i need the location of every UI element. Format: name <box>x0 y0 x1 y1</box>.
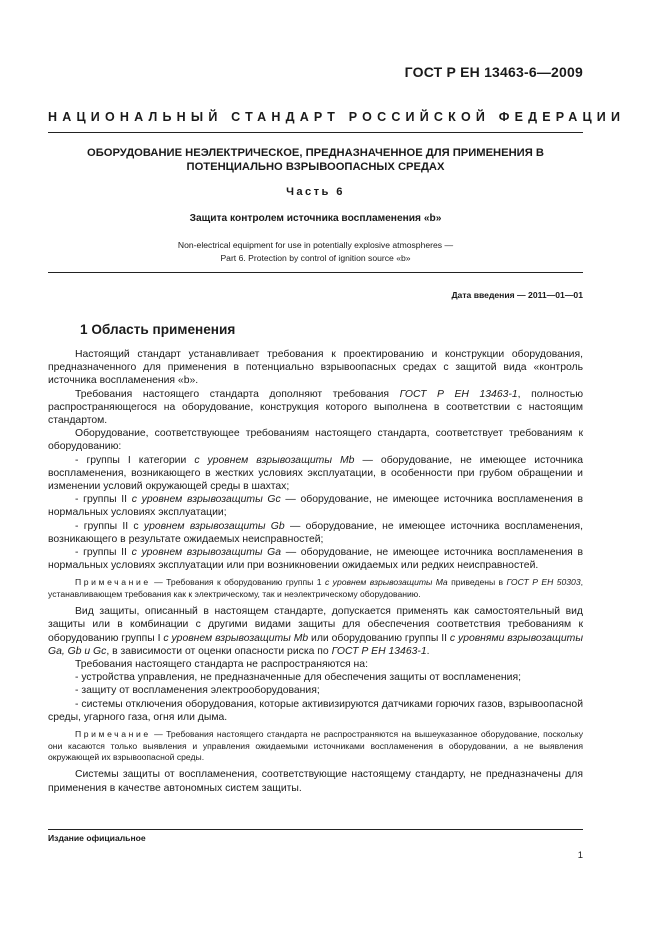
title-divider <box>48 272 583 273</box>
text: - группы II <box>75 547 132 559</box>
list-item: - системы отключения оборудования, которые активизируются датчиками горючих газов, взрывоопасной среды, угарного газа, огня или дыма. <box>48 698 583 723</box>
protection-level: с уровнем взрывозащиты Ga <box>131 547 282 559</box>
text: — оборудование, не имеющее источника воспламенения в нормальных условиях эксплуатации; <box>48 494 583 519</box>
protection-level: с уровнем взрывозащиты Gc <box>131 494 281 506</box>
text: , устанавливающем требования как к электрическому, так и неэлектрическому оборудованию. <box>48 577 583 599</box>
text: приведены в <box>447 577 507 588</box>
list-item <box>48 454 583 494</box>
standard-reference: ГОСТ Р ЕН 13463-1 <box>399 388 518 400</box>
section-heading: 1 Область применения <box>80 322 236 337</box>
paragraph-6: Системы защиты от воспламенения, соответствующие настоящему стандарту, не предназначены для применения в качестве автономных систем защиты. <box>48 769 583 794</box>
note-label: Примечание <box>75 729 151 740</box>
protection-level: с уровнями взрывозащиты Ga, Gb и Gc <box>48 632 583 657</box>
paragraph-5: Требования настоящего стандарта не распространяются на: <box>75 659 368 671</box>
text: — оборудование, не имеющее источника воспламенения, возникающего в результате ожидаемых неисправностей; <box>48 520 583 545</box>
part-title: Защита контролем источника воспламенения «b» <box>189 213 442 224</box>
text: — оборудование, не имеющее источника воспламенения в нормальных условиях эксплуатации или при возникновении ожидаемых или редких неисправностей. <box>48 547 583 572</box>
text: - группы II с <box>75 520 144 532</box>
english-title <box>48 239 583 264</box>
paragraph-4 <box>48 605 583 658</box>
protection-level: с уровнем взрывозащиты Mb <box>163 632 309 644</box>
list-item <box>48 546 583 572</box>
standard-number: ГОСТ Р ЕН 13463-6—2009 <box>404 64 583 80</box>
english-title-line-2: Part 6. Protection by control of ignition source «b» <box>220 252 411 263</box>
paragraph-2 <box>48 388 583 428</box>
text: , полностью распространяющегося на оборудование, конструкция которого выполнена в соответствии с настоящим стандартом. <box>48 388 583 427</box>
document-title-line-2: ПОТЕНЦИАЛЬНО ВЗРЫВООПАСНЫХ СРЕДАХ <box>186 161 445 173</box>
section-body <box>48 348 583 795</box>
text: — Требования к оборудованию группы 1 <box>150 577 325 588</box>
document-title <box>70 146 561 174</box>
edition-label: Издание официальное <box>48 833 146 843</box>
note-label: Примечание <box>75 577 151 588</box>
standard-reference: ГОСТ Р ЕН 13463-1 <box>331 645 427 657</box>
text: - группы II <box>75 494 132 506</box>
protection-level: уровнем взрывозащиты Gb <box>143 520 285 532</box>
introduction-date: Дата введения — 2011—01—01 <box>451 290 583 300</box>
protection-level: с уровнем взрывозащиты Mb <box>194 454 355 466</box>
text: Требования настоящего стандарта дополняют требования <box>75 388 400 400</box>
text: - группы I категории <box>75 454 195 466</box>
protection-level: с уровнем взрывозащиты Ma <box>324 577 448 588</box>
note-1 <box>48 577 583 600</box>
paragraph-3: Оборудование, соответствующее требованиям настоящего стандарта, соответствует требованиям к оборудованию: <box>48 428 583 453</box>
list-item <box>48 520 583 546</box>
text: — Требования настоящего стандарта не распространяются на вышеуказанное оборудование, поскольку они касаются только выявления и управления ожидаемыми источниками воспламенения в оборудовании, а не выявления окружающей их взрывоопасной среды. <box>48 729 583 762</box>
note-2 <box>48 729 583 763</box>
page-number: 1 <box>577 850 583 861</box>
document-title-line-1: ОБОРУДОВАНИЕ НЕЭЛЕКТРИЧЕСКОЕ, ПРЕДНАЗНАЧЕННОЕ ДЛЯ ПРИМЕНЕНИЯ В <box>87 147 544 159</box>
list-item <box>48 493 583 519</box>
footer-divider <box>48 829 583 830</box>
list-item: - защиту от воспламенения электрооборудования; <box>75 685 320 697</box>
list-item: - устройства управления, не предназначенные для обеспечения защиты от воспламенения; <box>75 672 521 684</box>
text: или оборудованию группы II <box>308 632 450 644</box>
top-divider <box>48 132 583 133</box>
paragraph-1: Настоящий стандарт устанавливает требования к проектированию и конструкции оборудования, предназначенного для применения в потенциально взрывоопасных средах с защитой вида «контроль источника воспламенения «b». <box>48 349 583 387</box>
text: . <box>426 645 430 657</box>
text: Вид защиты, описанный в настоящем стандарте, допускается применять как самостоятельный вид защиты или в комбинации с другими видами защиты для обеспечения соответствия требованиям к оборудованию группы I <box>48 606 583 644</box>
english-title-line-1: Non-electrical equipment for use in potentially explosive atmospheres — <box>177 240 454 250</box>
part-label: Часть 6 <box>286 186 345 198</box>
text: — оборудование, не имеющее источника воспламенения, возникающего в жестких условиях эксплуатации, в особенности при грубом обращении и изменении условий окружающей среды в шахтах; <box>48 454 583 493</box>
standard-reference: ГОСТ Р ЕН 50303 <box>506 577 581 588</box>
national-standard-banner: НАЦИОНАЛЬНЫЙ СТАНДАРТ РОССИЙСКОЙ ФЕДЕРАЦИИ <box>48 110 626 124</box>
text: , в зависимости от оценки опасности риска по <box>106 645 332 657</box>
